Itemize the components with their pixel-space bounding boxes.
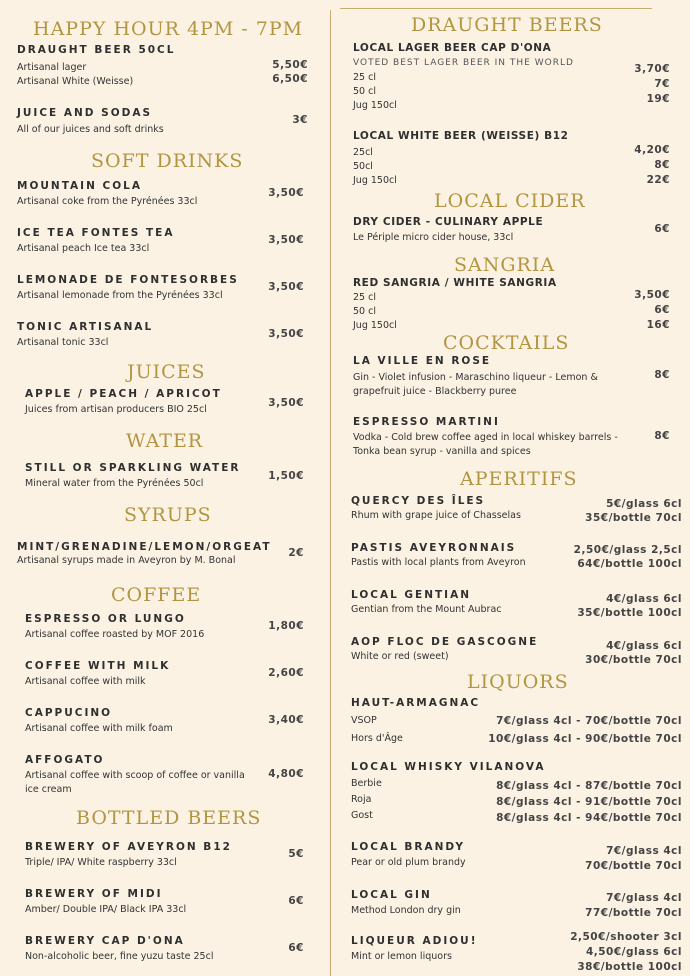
item-line: Artisanal lager bbox=[17, 62, 87, 73]
item-price: 2,50€/glass 2,5cl bbox=[573, 544, 682, 556]
item-name: DRAUGHT BEER 50CL bbox=[17, 44, 176, 56]
item-price: 7€/glass 4cl - 70€/bottle 70cl bbox=[496, 715, 682, 727]
item-price: 70€/bottle 70cl bbox=[585, 860, 682, 872]
item-name: MOUNTAIN COLA bbox=[17, 180, 142, 192]
section-title-coffee: COFFEE bbox=[111, 584, 202, 606]
item-desc: Artisanal syrups made in Aveyron by M. Bonal bbox=[17, 555, 236, 566]
section-title-water: WATER bbox=[126, 430, 204, 452]
item-name: AFFOGATO bbox=[25, 754, 105, 766]
item-line: Jug 150cl bbox=[353, 175, 397, 186]
item-price: 4,50€/glass 6cl bbox=[585, 946, 682, 958]
item-line: 25 cl bbox=[353, 72, 376, 83]
item-note: VOTED BEST LAGER BEER IN THE WORLD bbox=[353, 58, 574, 68]
item-price: 7€/glass 4cl bbox=[606, 845, 682, 857]
item-desc: Gin - Violet infusion - Maraschino liqueur - Lemon & grapefruit juice - Blackberry puree bbox=[353, 372, 598, 397]
item-desc: Artisanal peach Ice tea 33cl bbox=[17, 243, 150, 254]
item-price: 1,80€ bbox=[268, 620, 304, 632]
item-price: 4€/glass 6cl bbox=[606, 593, 682, 605]
item-price: 3,50€ bbox=[268, 281, 304, 293]
section-title-cocktails: COCKTAILS bbox=[443, 332, 570, 354]
item-price: 3,70€ bbox=[634, 63, 670, 75]
item-line: 25 cl bbox=[353, 292, 376, 303]
item-name: PASTIS AVEYRONNAIS bbox=[351, 542, 517, 554]
item-line: Roja bbox=[351, 794, 372, 805]
item-line: 50 cl bbox=[353, 306, 376, 317]
item-price: 2,60€ bbox=[268, 667, 304, 679]
item-price: 3,50€ bbox=[268, 397, 304, 409]
item-price: 8€ bbox=[654, 159, 670, 171]
item-price: 5€/glass 6cl bbox=[606, 498, 682, 510]
item-price: 77€/bottle 70cl bbox=[585, 907, 682, 919]
item-price: 3,50€ bbox=[268, 187, 304, 199]
item-price: 3,50€ bbox=[268, 234, 304, 246]
item-price: 4€/glass 6cl bbox=[606, 640, 682, 652]
item-desc: Artisanal coke from the Pyrénées 33cl bbox=[17, 196, 198, 207]
top-rule bbox=[340, 8, 652, 9]
item-desc: Vodka - Cold brew coffee aged in local whiskey barrels - Tonka bean syrup - vanilla and spices bbox=[353, 432, 618, 457]
item-line: Berbie bbox=[351, 778, 382, 789]
item-name: LEMONADE DE FONTESORBES bbox=[17, 274, 239, 286]
item-price: 3,40€ bbox=[268, 714, 304, 726]
item-name: ESPRESSO OR LUNGO bbox=[25, 613, 186, 625]
item-name: COFFEE WITH MILK bbox=[25, 660, 171, 672]
item-desc: Artisanal coffee roasted by MOF 2016 bbox=[25, 629, 205, 640]
item-name: LOCAL GIN bbox=[351, 889, 432, 901]
item-price: 38€/bottle 100cl bbox=[577, 961, 682, 973]
section-title-local-cider: LOCAL CIDER bbox=[434, 190, 586, 212]
item-name: LOCAL GENTIAN bbox=[351, 589, 471, 601]
item-price: 5,50€ bbox=[272, 59, 308, 71]
item-name: BREWERY OF AVEYRON B12 bbox=[25, 841, 232, 853]
item-desc: Non-alcoholic beer, fine yuzu taste 25cl bbox=[25, 951, 214, 962]
item-price: 2€ bbox=[288, 547, 304, 559]
item-desc: Amber/ Double IPA/ Black IPA 33cl bbox=[25, 904, 187, 915]
item-desc: Method London dry gin bbox=[351, 905, 461, 916]
item-desc: All of our juices and soft drinks bbox=[17, 124, 164, 135]
item-price: 3€ bbox=[292, 114, 308, 126]
item-desc: Rhum with grape juice of Chasselas bbox=[351, 510, 521, 521]
item-desc: White or red (sweet) bbox=[351, 651, 449, 662]
item-name: LIQUEUR ADIOU! bbox=[351, 935, 478, 947]
item-price: 35€/bottle 100cl bbox=[577, 607, 682, 619]
item-price: 19€ bbox=[646, 93, 670, 105]
item-price: 35€/bottle 70cl bbox=[585, 512, 682, 524]
item-name: CAPPUCINO bbox=[25, 707, 113, 719]
item-desc: Pastis with local plants from Aveyron bbox=[351, 557, 526, 568]
item-desc: Gentian from the Mount Aubrac bbox=[351, 604, 502, 615]
item-price: 6,50€ bbox=[272, 73, 308, 85]
section-title-syrups: SYRUPS bbox=[124, 504, 212, 526]
section-title-liquors: LIQUORS bbox=[467, 671, 569, 693]
section-title-soft-drinks: SOFT DRINKS bbox=[91, 150, 244, 172]
item-name: AOP FLOC DE GASCOGNE bbox=[351, 636, 539, 648]
item-desc: Artisanal coffee with milk foam bbox=[25, 723, 173, 734]
item-name: RED SANGRIA / WHITE SANGRIA bbox=[353, 277, 557, 289]
item-name: LOCAL WHITE BEER (WEISSE) B12 bbox=[353, 130, 569, 142]
section-title-juices: JUICES bbox=[127, 361, 206, 383]
item-desc: Le Périple micro cider house, 33cl bbox=[353, 232, 514, 243]
item-price: 7€ bbox=[654, 78, 670, 90]
item-name: BREWERY OF MIDI bbox=[25, 888, 163, 900]
item-desc: Juices from artisan producers BIO 25cl bbox=[25, 404, 207, 415]
item-desc: Mineral water from the Pyrénées 50cl bbox=[25, 478, 204, 489]
item-name: DRY CIDER - CULINARY APPLE bbox=[353, 216, 544, 228]
item-desc: Artisanal coffee with scoop of coffee or vanilla ice cream bbox=[25, 770, 245, 795]
item-price: 8€/glass 4cl - 87€/bottle 70cl bbox=[496, 780, 682, 792]
section-title-aperitifs: APERITIFS bbox=[460, 468, 578, 490]
section-title-sangria: SANGRIA bbox=[454, 254, 556, 276]
item-name: STILL OR SPARKLING WATER bbox=[25, 462, 241, 474]
item-line: Gost bbox=[351, 810, 373, 821]
item-name: MINT/GRENADINE/LEMON/ORGEAT bbox=[17, 541, 272, 553]
item-price: 4,80€ bbox=[268, 768, 304, 780]
item-price: 64€/bottle 100cl bbox=[577, 558, 682, 570]
item-desc: Pear or old plum brandy bbox=[351, 857, 466, 868]
item-line: 25cl bbox=[353, 147, 373, 158]
item-desc: Artisanal lemonade from the Pyrénées 33cl bbox=[17, 290, 223, 301]
item-price: 22€ bbox=[646, 174, 670, 186]
item-desc: Artisanal tonic 33cl bbox=[17, 337, 109, 348]
item-price: 8€/glass 4cl - 94€/bottle 70cl bbox=[496, 812, 682, 824]
item-name: ICE TEA FONTES TEA bbox=[17, 227, 175, 239]
column-divider bbox=[330, 10, 331, 976]
item-name: BREWERY CAP D'ONA bbox=[25, 935, 185, 947]
item-name: APPLE / PEACH / APRICOT bbox=[25, 388, 222, 400]
item-price: 7€/glass 4cl bbox=[606, 892, 682, 904]
item-price: 6€ bbox=[288, 942, 304, 954]
item-name: LOCAL WHISKY VILANOVA bbox=[351, 761, 546, 773]
happy-hour-title: HAPPY HOUR 4PM - 7PM bbox=[33, 18, 304, 40]
item-price: 8€ bbox=[654, 369, 670, 381]
item-price: 6€ bbox=[288, 895, 304, 907]
section-title-draught-beers: DRAUGHT BEERS bbox=[411, 14, 603, 36]
item-line: Hors d'Âge bbox=[351, 733, 403, 744]
item-line: 50 cl bbox=[353, 86, 376, 97]
item-price: 6€ bbox=[654, 223, 670, 235]
item-name: JUICE AND SODAS bbox=[17, 107, 153, 119]
section-title-bottled-beers: BOTTLED BEERS bbox=[76, 807, 262, 829]
item-price: 16€ bbox=[646, 319, 670, 331]
item-name: HAUT-ARMAGNAC bbox=[351, 697, 481, 709]
item-price: 10€/glass 4cl - 90€/bottle 70cl bbox=[488, 733, 682, 745]
item-price: 3,50€ bbox=[268, 328, 304, 340]
item-price: 4,20€ bbox=[634, 144, 670, 156]
item-line: 50cl bbox=[353, 161, 373, 172]
item-line: Jug 150cl bbox=[353, 100, 397, 111]
item-price: 3,50€ bbox=[634, 289, 670, 301]
item-name: LOCAL LAGER BEER CAP D'ONA bbox=[353, 42, 552, 54]
item-desc: Artisanal coffee with milk bbox=[25, 676, 146, 687]
item-price: 8€/glass 4cl - 91€/bottle 70cl bbox=[496, 796, 682, 808]
item-name: ESPRESSO MARTINI bbox=[353, 416, 500, 428]
item-desc: Triple/ IPA/ White raspberry 33cl bbox=[25, 857, 177, 868]
item-name: LA VILLE EN ROSE bbox=[353, 355, 492, 367]
item-price: 1,50€ bbox=[268, 470, 304, 482]
item-name: LOCAL BRANDY bbox=[351, 841, 465, 853]
item-desc: Mint or lemon liquors bbox=[351, 951, 452, 962]
item-line: VSOP bbox=[351, 715, 377, 726]
item-price: 5€ bbox=[288, 848, 304, 860]
item-name: QUERCY DES ÎLES bbox=[351, 495, 486, 507]
item-price: 30€/bottle 70cl bbox=[585, 654, 682, 666]
item-name: TONIC ARTISANAL bbox=[17, 321, 154, 333]
item-price: 6€ bbox=[654, 304, 670, 316]
item-line: Jug 150cl bbox=[353, 320, 397, 331]
item-price: 8€ bbox=[654, 430, 670, 442]
item-price: 2,50€/shooter 3cl bbox=[570, 931, 682, 943]
item-line: Artisanal White (Weisse) bbox=[17, 76, 134, 87]
